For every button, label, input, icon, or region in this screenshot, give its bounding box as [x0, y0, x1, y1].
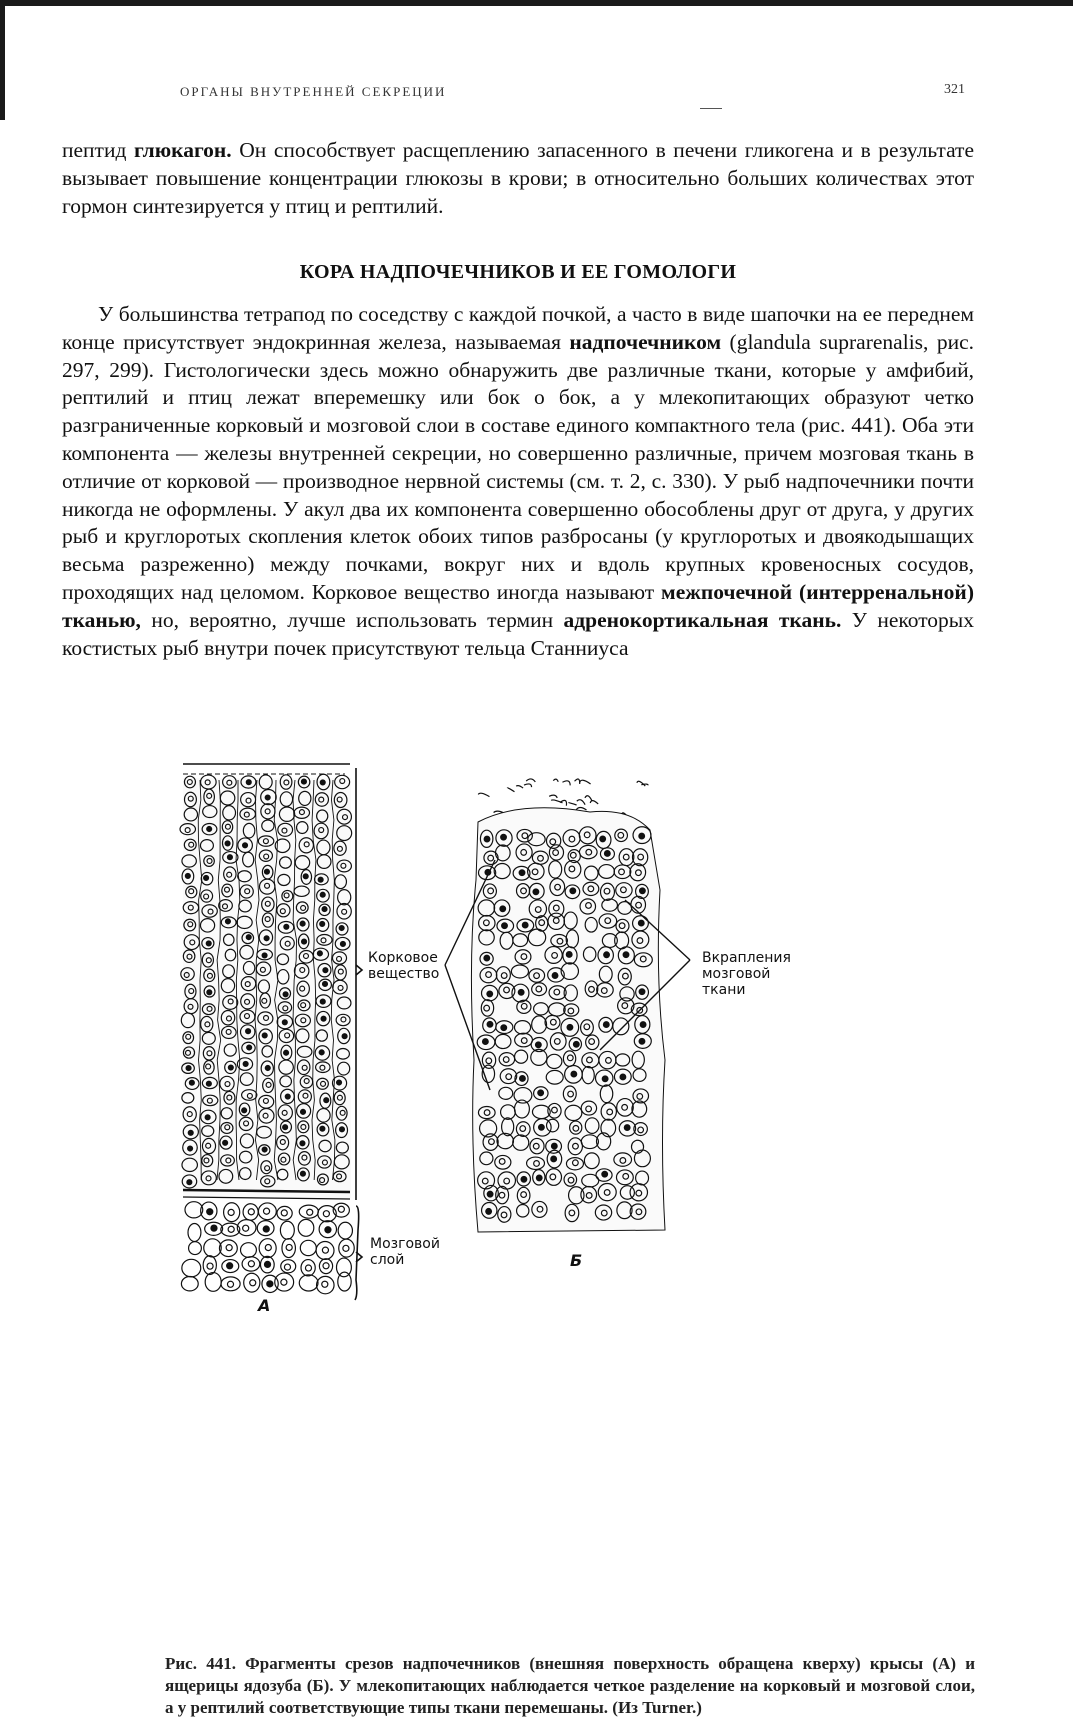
- cell-nucleus: [570, 888, 576, 894]
- cell-nucleus: [281, 1279, 287, 1285]
- cell-outline: [219, 1240, 237, 1257]
- cell-nucleus: [188, 1130, 193, 1135]
- cell-nucleus: [284, 1050, 289, 1055]
- cell-nucleus: [323, 1263, 329, 1269]
- cell-nucleus: [640, 888, 646, 894]
- cell-nucleus: [323, 968, 328, 973]
- paragraph-glucagon: [62, 137, 974, 220]
- cell-nucleus: [483, 1039, 489, 1045]
- cell-nucleus: [305, 1265, 311, 1271]
- cell-nucleus: [205, 1115, 210, 1120]
- cell-nucleus: [320, 892, 325, 897]
- label-inclusions: [702, 950, 791, 998]
- cell-nucleus: [533, 889, 539, 895]
- cell-nucleus: [207, 1263, 213, 1269]
- cell-nucleus: [301, 779, 306, 784]
- label-medulla-line-2: слой: [370, 1252, 405, 1268]
- cell-nucleus: [284, 924, 289, 929]
- figure-441: [0, 760, 1073, 1400]
- cell-nucleus: [484, 836, 490, 842]
- cell-nucleus: [301, 1109, 306, 1114]
- cell-nucleus: [321, 1016, 326, 1021]
- cell-nucleus: [207, 1209, 213, 1215]
- text-span: (glandula suprarenalis, рис. 297, 299). Гистологически здесь можно обнаружить две различные ткани, которые у амфибий, рептилий и птиц лежат вперемешку или бок о бок, а у млекопитающих образуют четко разграниченные корковый и мозговой слои в составе единого компактного тела (рис. 441). Оба эти компонента — железы внутренней секреции, но совершенно различные, причем мозговая ткань в отличие от корковой — производное нервной системы (см. т. 2, с. 330). У рыб надпочечники почти никогда не оформлены. У акул два их компонента совершенно обособлены друг от друга, у других рыб и круглоротых скопления клеток обоих типов разбросаны (у круглоротых и двоякодышащих весьма разреженно) между почками, вокруг них и вдоль крупных кровеносных сосудов, проходящих над целомом. Корковое вещество иногда называют: [62, 329, 974, 604]
- label-cortex-line-1: Корковое: [368, 950, 438, 966]
- cell-nucleus: [250, 1280, 256, 1286]
- cell-outline: [281, 1260, 296, 1273]
- cell-nucleus: [600, 836, 606, 842]
- surface-debris: [577, 800, 585, 805]
- text-span: У некоторых костистых рыб внутри почек присутствуют тельца Станниуса: [62, 607, 974, 660]
- cell-nucleus: [539, 1124, 545, 1130]
- cell-nucleus: [603, 1022, 609, 1028]
- cell-nucleus: [551, 1156, 557, 1162]
- surface-debris: [524, 784, 532, 787]
- surface-debris: [560, 800, 567, 805]
- cell-nucleus: [343, 1245, 349, 1251]
- cell-nucleus: [246, 1029, 251, 1034]
- cell-nucleus: [283, 1125, 288, 1130]
- cell-nucleus: [322, 907, 327, 912]
- label-cortex-line-2: вещество: [368, 966, 440, 982]
- cell-nucleus: [264, 936, 269, 941]
- cell-nucleus: [624, 1125, 630, 1131]
- cell-nucleus: [204, 875, 209, 880]
- cell-outline: [259, 1239, 276, 1258]
- cell-nucleus: [318, 877, 323, 882]
- scan-edge-left: [0, 0, 5, 120]
- text-span: У большинства тетрапод по соседству с каждой почкой, а часто в виде шапочки на ее переднем конце присутствует эндокринная железа, называемая: [62, 302, 974, 354]
- surface-debris: [568, 803, 576, 805]
- cell-nucleus: [243, 1225, 249, 1231]
- cell-nucleus: [243, 843, 248, 848]
- paragraph-adrenal: [62, 301, 974, 662]
- cell-nucleus: [501, 1025, 507, 1031]
- cell-nucleus: [638, 920, 644, 926]
- cell-nucleus: [487, 1191, 493, 1197]
- cell-nucleus: [285, 1094, 290, 1099]
- surface-debris: [516, 786, 523, 788]
- cell-nucleus: [317, 951, 322, 956]
- cell-outline: [181, 1277, 198, 1291]
- cell-outline: [237, 1220, 256, 1236]
- cell-nucleus: [242, 1108, 247, 1113]
- cell-nucleus: [265, 795, 270, 800]
- term-adrenocortical: адренокортикальная ткань.: [563, 607, 842, 632]
- label-inclusions-line-3: ткани: [702, 982, 746, 998]
- text-span: Он способствует расщеплению запасенного в печени гликогена и в результате вызывает повышение концентрации глюкозы в крови; в относительно больших количествах этот гормон синтезируется у птиц и рептилий.: [62, 138, 974, 218]
- cell-nucleus: [227, 1263, 233, 1269]
- cell-outline: [299, 1275, 318, 1291]
- cell-nucleus: [324, 1098, 329, 1103]
- cell-nucleus: [322, 1281, 328, 1287]
- cell-outline: [241, 1243, 257, 1258]
- cell-outline: [338, 1272, 351, 1291]
- cell-nucleus: [300, 1141, 305, 1146]
- cell-nucleus: [521, 1176, 527, 1182]
- surface-debris: [580, 780, 591, 784]
- cell-outline: [338, 1222, 352, 1239]
- cell-outline: [188, 1223, 201, 1241]
- cell-nucleus: [320, 921, 325, 926]
- cell-outline: [317, 1276, 335, 1293]
- cell-outline: [282, 1239, 295, 1258]
- cell-nucleus: [500, 906, 506, 912]
- cell-nucleus: [552, 973, 558, 979]
- cell-nucleus: [189, 1080, 194, 1085]
- cell-outline: [300, 1240, 316, 1255]
- cell-outline: [316, 1242, 334, 1260]
- cell-nucleus: [319, 1050, 324, 1055]
- cell-nucleus: [267, 1281, 273, 1287]
- page-number: 321: [944, 82, 965, 97]
- cell-nucleus: [337, 1080, 342, 1085]
- cell-nucleus: [303, 874, 308, 879]
- term-adrenal: надпочечником: [569, 329, 722, 354]
- cell-nucleus: [263, 1226, 269, 1232]
- cell-nucleus: [322, 1247, 328, 1253]
- cell-outline: [258, 1203, 276, 1220]
- cell-outline: [280, 1221, 294, 1239]
- cell-nucleus: [246, 780, 251, 785]
- cell-nucleus: [206, 1081, 211, 1086]
- figure-illustration: [0, 760, 1073, 1400]
- cell-nucleus: [248, 1209, 254, 1215]
- cell-nucleus: [281, 1210, 287, 1216]
- cell-nucleus: [604, 952, 610, 958]
- cell-nucleus: [323, 1211, 329, 1217]
- cell-nucleus: [551, 1143, 557, 1149]
- surface-debris: [590, 801, 598, 804]
- cell-nucleus: [518, 989, 524, 995]
- cell-outline: [221, 1223, 240, 1236]
- cell-nucleus: [501, 834, 507, 840]
- label-inclusions-line-1: Вкрапления: [702, 950, 791, 966]
- bracket-cortex: [356, 768, 362, 1200]
- cell-nucleus: [502, 923, 508, 929]
- cell-nucleus: [207, 827, 212, 832]
- scan-edge-top: [0, 0, 1073, 6]
- header-rule: [700, 108, 722, 109]
- cell-nucleus: [228, 1226, 234, 1232]
- cell-nucleus: [640, 1022, 646, 1028]
- cell-nucleus: [246, 935, 251, 940]
- cell-outline: [224, 1203, 240, 1222]
- cell-nucleus: [228, 1065, 233, 1070]
- cell-nucleus: [187, 1180, 192, 1185]
- cell-nucleus: [602, 1076, 608, 1082]
- cell-nucleus: [262, 953, 267, 958]
- running-head: ОРГАНЫ ВНУТРЕННЕЙ СЕКРЕЦИИ: [180, 84, 447, 99]
- cell-nucleus: [522, 922, 528, 928]
- cell-nucleus: [225, 919, 230, 924]
- surface-debris: [553, 779, 558, 782]
- cell-nucleus: [520, 1076, 526, 1082]
- cell-nucleus: [226, 1245, 232, 1251]
- cell-nucleus: [262, 1147, 267, 1152]
- text-span: пептид: [62, 138, 134, 162]
- cell-nucleus: [342, 1034, 347, 1039]
- cell-outline: [298, 1219, 314, 1236]
- cell-nucleus: [602, 1171, 608, 1177]
- cell-nucleus: [320, 999, 325, 1004]
- cell-nucleus: [519, 870, 525, 876]
- cell-nucleus: [320, 780, 325, 785]
- cell-nucleus: [567, 1024, 573, 1030]
- cell-nucleus: [284, 1264, 290, 1270]
- cell-nucleus: [571, 1071, 577, 1077]
- cell-outline: [242, 1257, 260, 1271]
- cell-nucleus: [639, 1039, 645, 1045]
- cell-nucleus: [300, 1171, 305, 1176]
- section-heading: КОРА НАДПОЧЕЧНИКОВ И ЕЕ ГОМОЛОГИ: [299, 261, 737, 283]
- cell-nucleus: [573, 1041, 579, 1047]
- cell-outline: [185, 1202, 203, 1218]
- cell-nucleus: [486, 1209, 492, 1215]
- cell-nucleus: [307, 1209, 313, 1215]
- surface-debris: [507, 788, 514, 792]
- cell-nucleus: [484, 955, 490, 961]
- surface-debris: [562, 781, 570, 786]
- cell-nucleus: [323, 982, 328, 987]
- figure-caption: Рис. 441. Фрагменты срезов надпочечников (внешняя поверхность обращена кверху) крысы (А) и ящерицы ядозуба (Б). У млекопитающих наблюдается четкое разделение на корковый и мозговой слои, а у рептилий соответствующие типы ткани перемешаны. (Из Turner.): [165, 1654, 975, 1717]
- cell-outline: [339, 1239, 354, 1257]
- term-glucagon: глюкагон.: [133, 138, 232, 162]
- cell-outline: [189, 1242, 202, 1255]
- cell-outline: [301, 1260, 315, 1276]
- cell-outline: [299, 1205, 318, 1218]
- cell-nucleus: [206, 941, 211, 946]
- cell-nucleus: [339, 926, 344, 931]
- cell-nucleus: [320, 1126, 325, 1131]
- cell-nucleus: [639, 833, 645, 839]
- surface-debris: [478, 793, 489, 796]
- cell-nucleus: [243, 1061, 248, 1066]
- surface-debris: [585, 796, 592, 801]
- cell-nucleus: [639, 989, 645, 995]
- cell-outline: [203, 1256, 216, 1275]
- cell-nucleus: [325, 1227, 331, 1233]
- cell-outline: [319, 1259, 332, 1274]
- cell-nucleus: [264, 1208, 270, 1214]
- cell-nucleus: [536, 1042, 542, 1048]
- cell-nucleus: [248, 1261, 254, 1267]
- panel-label-b: Б: [570, 1251, 583, 1270]
- surface-debris: [549, 795, 557, 798]
- cell-nucleus: [211, 1225, 217, 1231]
- label-medulla: [370, 1236, 440, 1268]
- cell-nucleus: [604, 851, 610, 857]
- cell-nucleus: [302, 939, 307, 944]
- cell-outline: [204, 1239, 221, 1257]
- cell-nucleus: [286, 1244, 292, 1250]
- cell-nucleus: [339, 1127, 344, 1132]
- term-interrenal: межпочечной (интерренальной) тканью,: [62, 579, 974, 632]
- cell-nucleus: [282, 1020, 287, 1025]
- cell-nucleus: [340, 941, 345, 946]
- cell-nucleus: [264, 869, 269, 874]
- cell-nucleus: [300, 921, 305, 926]
- cell-nucleus: [265, 1245, 271, 1251]
- cell-nucleus: [185, 873, 190, 878]
- cell-nucleus: [228, 1209, 234, 1215]
- cell-nucleus: [186, 1066, 191, 1071]
- cell-nucleus: [227, 855, 232, 860]
- cell-outline: [182, 1259, 201, 1277]
- cell-outline: [277, 1206, 292, 1220]
- panel-b-illustration: [471, 779, 665, 1232]
- cell-nucleus: [623, 952, 629, 958]
- surface-debris: [526, 779, 535, 782]
- label-cortex: [368, 950, 439, 982]
- cell-nucleus: [338, 1206, 344, 1212]
- cell-nucleus: [265, 1066, 270, 1071]
- cell-outline: [243, 1204, 258, 1220]
- label-inclusions-line-2: мозговой: [702, 966, 771, 982]
- cell-nucleus: [223, 1140, 228, 1145]
- cell-nucleus: [225, 841, 230, 846]
- cell-outline: [205, 1273, 221, 1292]
- cell-nucleus: [283, 992, 288, 997]
- cell-nucleus: [262, 1033, 267, 1038]
- cell-nucleus: [487, 1021, 493, 1027]
- cell-nucleus: [620, 1074, 626, 1080]
- label-medulla-line-1: Мозговой: [370, 1236, 440, 1252]
- cell-outline: [244, 1273, 260, 1292]
- text-span: но, вероятно, лучше использовать термин: [140, 607, 564, 632]
- cell-outline: [221, 1277, 240, 1291]
- panel-label-a: А: [258, 1296, 271, 1315]
- cell-nucleus: [188, 1146, 193, 1151]
- cell-nucleus: [538, 1090, 544, 1096]
- bracket-medulla: [355, 1206, 362, 1300]
- cell-nucleus: [207, 990, 212, 995]
- cell-nucleus: [227, 1281, 233, 1287]
- panel-a-illustration: [180, 764, 354, 1294]
- cell-nucleus: [247, 1045, 252, 1050]
- cell-nucleus: [487, 991, 493, 997]
- cell-nucleus: [264, 1261, 270, 1267]
- cell-nucleus: [536, 1175, 542, 1181]
- surface-debris: [575, 779, 580, 784]
- cell-nucleus: [566, 952, 572, 958]
